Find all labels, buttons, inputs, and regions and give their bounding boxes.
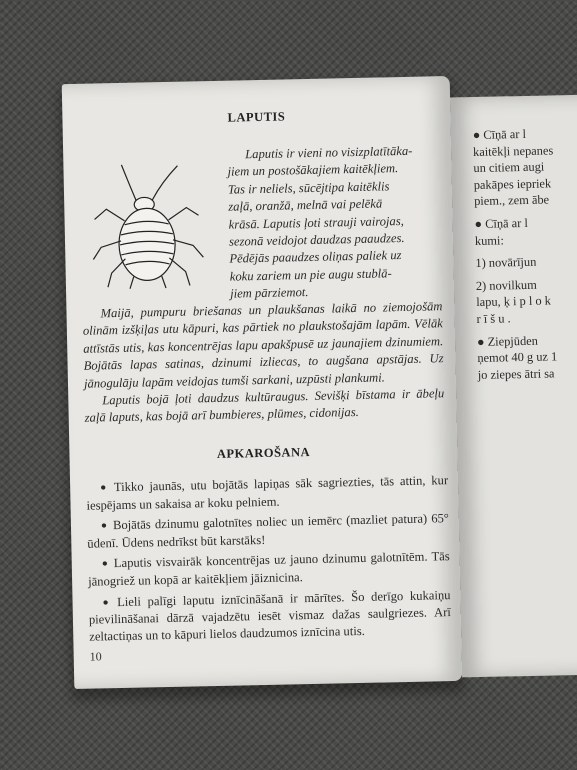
list-item-text: Laputis visvairāk koncentrējas uz jauno dzinumu galotnītēm. Tās jānogriež un kopā ar kaitēkļiem jāiznicina. [87, 549, 450, 589]
control-measures-list [86, 472, 451, 649]
right-line: pakāpes iepriek [473, 176, 552, 192]
left-page [62, 76, 463, 689]
right-line: ņemot 40 g uz 1 [477, 349, 558, 366]
right-line: ● Cīņā ar l [472, 126, 527, 143]
intro-line: Tas ir neliels, sūcējtipa kaitēklis [227, 179, 390, 197]
right-line: r ī š u . [476, 311, 511, 326]
list-item-text: Tikko jaunās, utu bojātās lapiņas sāk sagriezties, tās attin, kur iespējams un sakaisa ar koku pelniem. [86, 473, 449, 513]
right-page-text [473, 124, 577, 383]
page-number: 10 [89, 649, 102, 664]
intro-line: sezonā veidojot daudzas paaudzes. [228, 231, 405, 249]
bullet-icon: ● [100, 482, 110, 494]
aphid-illustration [87, 159, 208, 293]
list-item [88, 587, 451, 645]
intro-text [227, 142, 444, 303]
list-item [88, 548, 451, 590]
right-line: un citiem augi [473, 159, 545, 176]
list-item-text: Bojātās dzinumu galotnītes noliec un iemērc (mazliet patura) 65° ūdenī. Ūdens nedrīkst būt karstāks! [87, 511, 450, 551]
body-text [82, 298, 444, 427]
intro-line: jiem un postošākajiem kaitēkļiem. [227, 161, 399, 180]
bullet-icon: ● [101, 558, 109, 570]
section-title: APKAROŠANA [216, 445, 311, 461]
right-line: ● Ziepjūden [476, 333, 539, 349]
right-line: lapu, ķ i p l o k [476, 293, 552, 310]
intro-line: Laputis ir vieni no visizplatītāka- [245, 143, 413, 162]
right-line: kumi: [474, 232, 505, 248]
intro-line: krāsā. Laputis ļoti strauji vairojas, [228, 213, 404, 232]
intro-line: koku zariem un pie augu stublā- [229, 266, 392, 284]
right-line: piem., zem ābe [473, 192, 550, 209]
right-page [450, 95, 577, 678]
intro-line: zaļā, oranžā, melnā vai pelēkā [228, 196, 383, 214]
list-item-text: Lieli palīgi laputu iznīcināšanā ir mārītes. Šo derīgo kukaiņu pievilināšanai dārzā vajadzētu iesēt vismaz dažas saulgriezes. Arī zeltactiņas un to kāpuri lielos daudzumos iznīcina utis. [88, 587, 451, 644]
list-item [86, 472, 449, 514]
right-line: ● Cīņā ar l [474, 215, 528, 232]
right-line: 1) novārījun [475, 254, 537, 271]
page-title: LAPUTIS [227, 109, 286, 125]
intro-line: Pēdējās paaudzes oliņas paliek uz [229, 248, 402, 267]
right-line: jo ziepes ātri sa [477, 366, 555, 382]
right-line: 2) novilkum [475, 277, 537, 293]
body-paragraph: Maijā, pumpuru briešanas un plaukšanas laikā no ziemojošām olinām izšķiļas utu kāpuri, kas pārtiek no plaukstošajām lapām. Vēlāk attīstās utis, kas koncentrējas lapu apakšpusē uz jaunajiem dzinumiem. Bojātās lapas satinas, dzinumi izliecas, to augšana apstājas. Uz jānogulāju lapām veidojas tumši sarkani, uzpūsti plankumi. [82, 299, 444, 391]
list-item [87, 510, 450, 552]
bullet-icon: ● [102, 596, 113, 608]
right-line: kaitēkļi nepanes [472, 142, 554, 159]
bullet-icon: ● [100, 520, 109, 532]
body-paragraph: Laputis bojā ļoti daudzus kultūraugus. Sevišķi bīstama ir ābeļu zaļā laputs, kas bojā arī bumbieres, plūmes, cidonijas. [84, 386, 445, 426]
intro-line: jiem pārziemot. [229, 285, 309, 301]
